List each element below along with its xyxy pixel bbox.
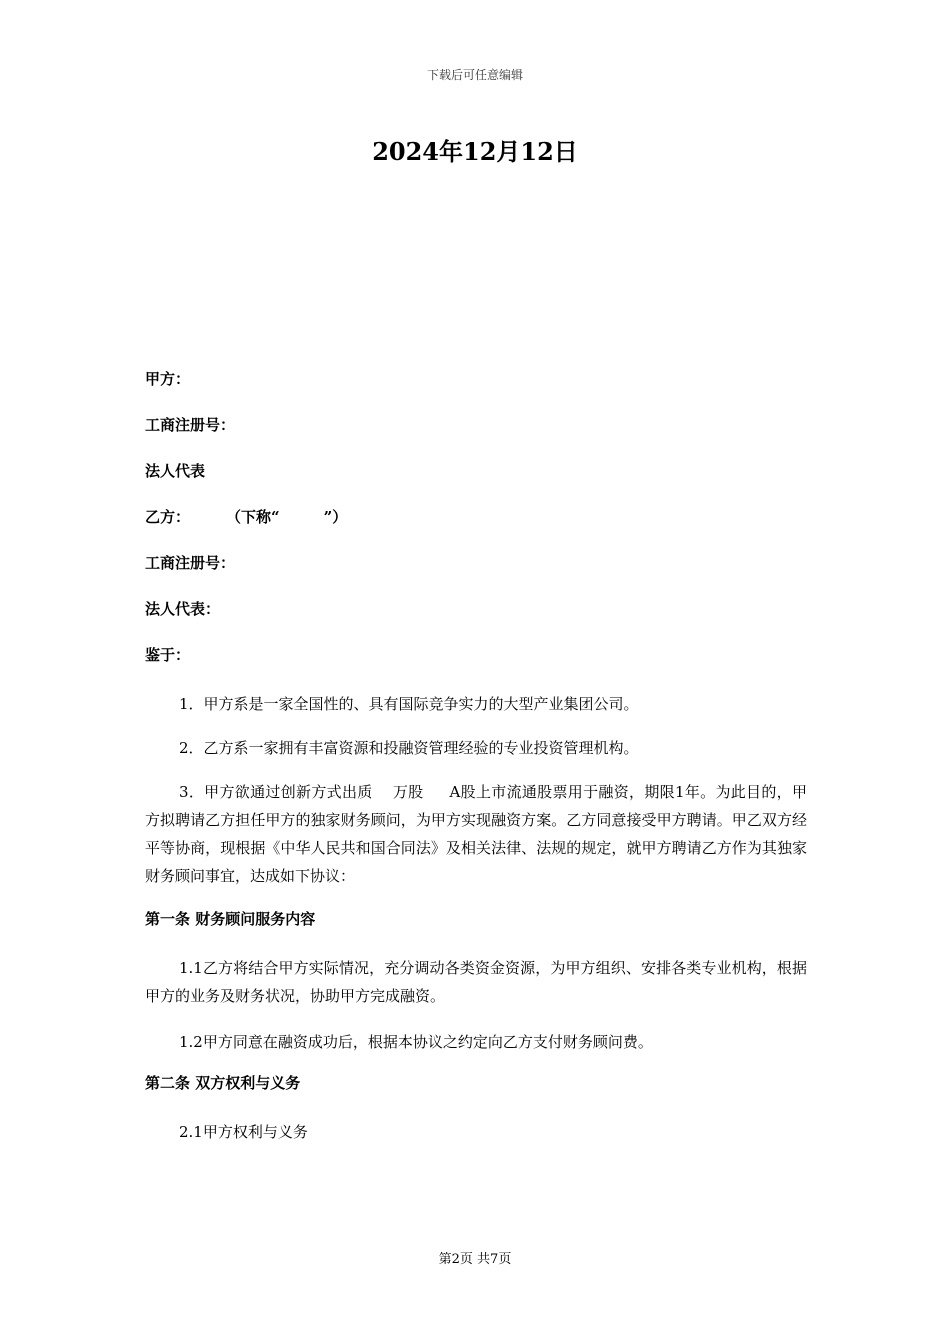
article-2-clause-1: 2.1甲方权利与义务 [179, 1123, 308, 1141]
party-b-alias-end: ”） [323, 508, 348, 526]
party-a-label: 甲方： [145, 370, 191, 388]
recital-3-part-a: 3．甲方欲通过创新方式出质 [179, 783, 373, 801]
page-footer: 第2页 共7页 [438, 1252, 512, 1267]
recital-3-part-c: A股上市流通股票用于融资，期限1年。为此目的，甲方拟聘请乙方担任甲方的独家财务顾问，为甲方实现融资方案。乙方同意接受甲方聘请。甲乙双方经平等协商，现根据《中华人民共和国合同法》及相关法律、法规的规定，就甲方聘请乙方作为其独家财务顾问事宜，达成如下协议： [145, 783, 807, 885]
party-b-alias: （下称“ [226, 508, 280, 526]
party-b-representative: 法人代表： [145, 600, 221, 618]
party-a-representative: 法人代表 [145, 462, 206, 480]
document-body [145, 368, 807, 1162]
article-1-title: 第一条 财务顾问服务内容 [145, 910, 316, 928]
recital-1: 1．甲方系是一家全国性的、具有国际竞争实力的大型产业集团公司。 [179, 695, 639, 713]
party-b-label: 乙方： [145, 508, 191, 526]
page-header: 下载后可任意编辑 [426, 68, 523, 82]
party-b-line [145, 506, 807, 528]
article-1-clause-1: 1.1乙方将结合甲方实际情况，充分调动各类资金资源，为甲方组织、安排各类专业机构，根据甲方的业务及财务状况，协助甲方完成融资。 [145, 959, 807, 1005]
party-b-reg-no: 工商注册号： [145, 554, 236, 572]
recital-3-part-b: 万股 [392, 783, 424, 801]
party-a-reg-no: 工商注册号： [145, 416, 236, 434]
article-2-title: 第二条 双方权利与义务 [145, 1074, 301, 1092]
recital-3 [145, 778, 807, 890]
recital-2: 2．乙方系一家拥有丰富资源和投融资管理经验的专业投资管理机构。 [179, 739, 639, 757]
article-1-clause-2: 1.2甲方同意在融资成功后，根据本协议之约定向乙方支付财务顾问费。 [179, 1033, 653, 1051]
whereas-label: 鉴于： [145, 646, 191, 664]
document-date: 2024年12月12日 [372, 137, 578, 166]
